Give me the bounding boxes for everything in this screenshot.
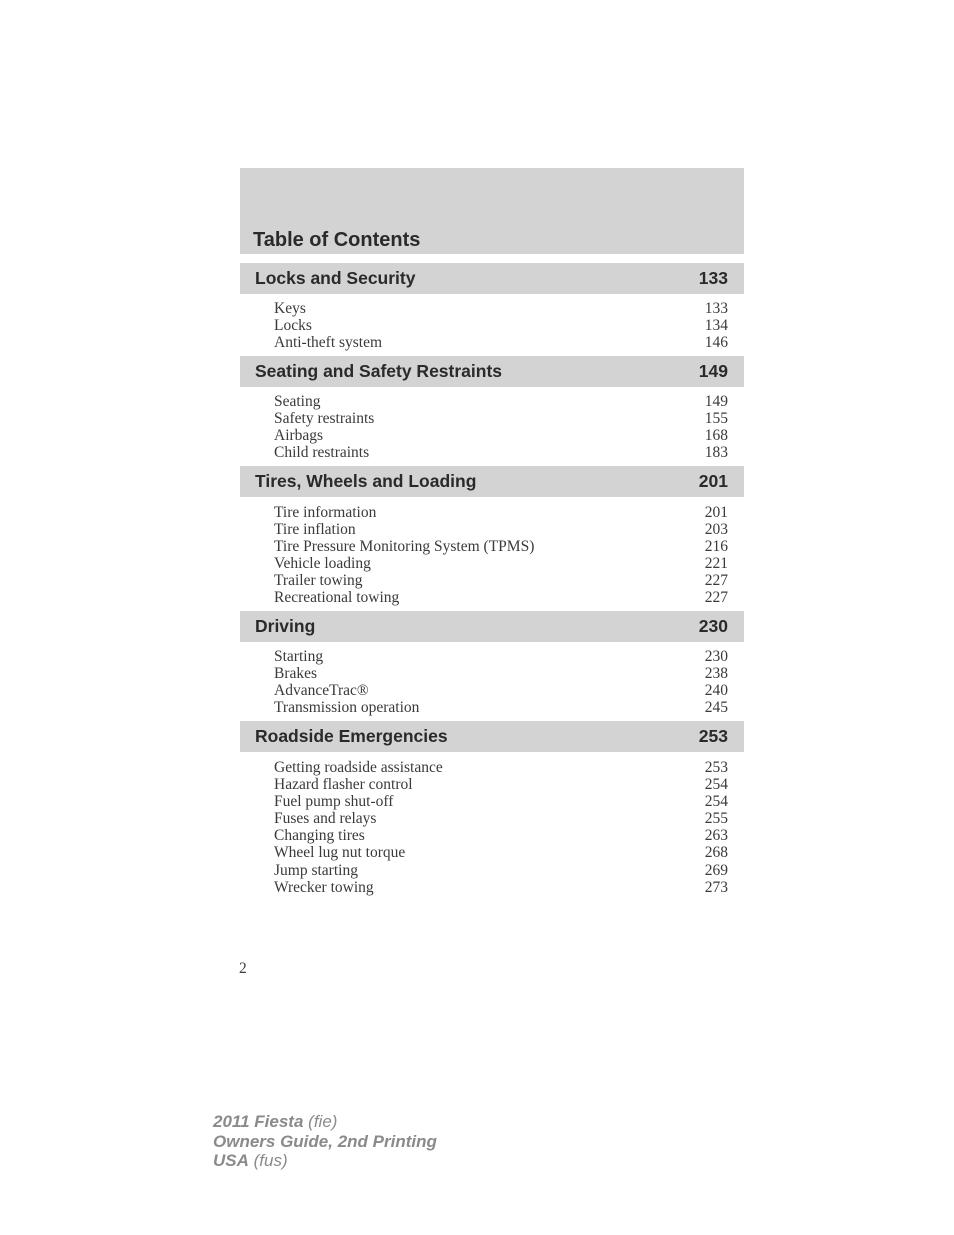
entry-page: 149 <box>704 393 728 410</box>
entry-label: Starting <box>274 648 324 665</box>
section-header-locks-and-security <box>240 263 744 294</box>
toc-header <box>240 168 744 254</box>
section-title: Locks and Security <box>255 268 416 288</box>
entry-page: 216 <box>704 538 728 556</box>
entry-label: Changing tires <box>274 827 365 845</box>
section-title: Driving <box>255 616 316 636</box>
toc-entry[interactable] <box>274 393 728 410</box>
section-page: 149 <box>698 361 728 381</box>
entry-label: Child restraints <box>274 444 370 462</box>
entry-page: 269 <box>704 861 728 879</box>
toc-entry[interactable] <box>274 862 728 879</box>
entry-label: Recreational towing <box>274 589 400 607</box>
entry-label: Tire information <box>274 504 377 521</box>
entry-page: 230 <box>704 648 728 665</box>
entry-label: Vehicle loading <box>274 555 371 573</box>
entry-label: Anti-theft system <box>274 334 383 352</box>
toc-entry[interactable] <box>274 555 728 572</box>
toc-entry[interactable] <box>274 538 728 555</box>
entry-page: 273 <box>704 878 728 896</box>
entry-page: 146 <box>704 334 728 352</box>
entry-list-tires-wheels-and-loading <box>274 504 728 607</box>
section-header-roadside-emergencies <box>240 721 744 752</box>
footer-line-1 <box>213 1112 437 1132</box>
footer-line-2 <box>213 1132 437 1152</box>
footer-model: 2011 Fiesta <box>213 1112 304 1131</box>
toc-entry[interactable] <box>274 589 728 606</box>
entry-label: Brakes <box>274 665 318 683</box>
entry-page: 263 <box>704 827 728 845</box>
section-title: Tires, Wheels and Loading <box>255 471 477 491</box>
entry-page: 238 <box>704 665 728 683</box>
section-title: Seating and Safety Restraints <box>255 361 503 381</box>
entry-page: 254 <box>704 793 728 811</box>
entry-page: 255 <box>704 810 728 828</box>
toc-entry[interactable] <box>274 410 728 427</box>
toc-entry[interactable] <box>274 504 728 521</box>
section-header-tires-wheels-and-loading <box>240 466 744 497</box>
entry-list-seating-and-safety-restraints <box>274 393 728 461</box>
toc-entry[interactable] <box>274 427 728 444</box>
entry-label: Fuses and relays <box>274 810 377 828</box>
entry-label: Tire inflation <box>274 521 356 539</box>
toc-entry[interactable] <box>274 793 728 810</box>
section-page: 230 <box>698 616 728 636</box>
footer-model-code: (fie) <box>308 1112 338 1131</box>
entry-label: Hazard flasher control <box>274 776 413 794</box>
toc-entry[interactable] <box>274 648 728 665</box>
entry-label: Trailer towing <box>274 572 363 590</box>
section-page: 253 <box>698 726 728 746</box>
section-page: 201 <box>698 471 728 491</box>
entry-page: 155 <box>704 410 728 428</box>
toc-entry[interactable] <box>274 699 728 716</box>
entry-label: Airbags <box>274 427 324 445</box>
toc-entry[interactable] <box>274 844 728 861</box>
toc-entry[interactable] <box>274 810 728 827</box>
entry-page: 227 <box>704 572 728 590</box>
toc-entry[interactable] <box>274 317 728 334</box>
section-title: Roadside Emergencies <box>255 726 448 746</box>
entry-list-locks-and-security <box>274 300 728 351</box>
entry-page: 253 <box>704 759 728 776</box>
section-header-seating-and-safety-restraints <box>240 356 744 387</box>
toc-entry[interactable] <box>274 334 728 351</box>
toc-entry[interactable] <box>274 682 728 699</box>
entry-label: Transmission operation <box>274 699 420 717</box>
entry-page: 133 <box>704 300 728 317</box>
toc-entry[interactable] <box>274 879 728 896</box>
entry-page: 134 <box>704 317 728 335</box>
entry-page: 245 <box>704 699 728 717</box>
entry-page: 227 <box>704 589 728 607</box>
entry-label: Safety restraints <box>274 410 375 428</box>
entry-list-driving <box>274 648 728 716</box>
section-header-driving <box>240 611 744 642</box>
footer-market: USA <box>213 1151 249 1170</box>
footer-guide: Owners Guide, 2nd Printing <box>213 1131 437 1151</box>
entry-page: 221 <box>704 555 728 573</box>
toc-entry[interactable] <box>274 776 728 793</box>
footer-line-3 <box>213 1151 437 1171</box>
page-number: 2 <box>239 960 247 977</box>
entry-label: Fuel pump shut-off <box>274 793 394 811</box>
page-title: Table of Contents <box>253 229 421 251</box>
entry-list-roadside-emergencies <box>274 759 728 896</box>
entry-label: Jump starting <box>274 861 358 879</box>
footer-market-code: (fus) <box>253 1151 288 1170</box>
toc-entry[interactable] <box>274 759 728 776</box>
toc-entry[interactable] <box>274 521 728 538</box>
entry-label: Tire Pressure Monitoring System (TPMS) <box>274 538 535 556</box>
toc-entry[interactable] <box>274 665 728 682</box>
toc-entry[interactable] <box>274 444 728 461</box>
entry-page: 201 <box>704 504 728 521</box>
entry-label: Wheel lug nut torque <box>274 844 406 862</box>
entry-label: Seating <box>274 393 321 410</box>
footer <box>213 1112 437 1171</box>
entry-label: Locks <box>274 317 312 335</box>
entry-label: Wrecker towing <box>274 878 374 896</box>
entry-page: 240 <box>704 682 728 700</box>
section-page: 133 <box>698 268 728 288</box>
entry-page: 254 <box>704 776 728 794</box>
toc-entry[interactable] <box>274 827 728 844</box>
entry-label: AdvanceTrac® <box>274 682 369 700</box>
entry-page: 168 <box>704 427 728 445</box>
entry-label: Keys <box>274 300 306 317</box>
entry-page: 203 <box>704 521 728 539</box>
entry-page: 268 <box>704 844 728 862</box>
toc-entry[interactable] <box>274 572 728 589</box>
toc-entry[interactable] <box>274 300 728 317</box>
entry-label: Getting roadside assistance <box>274 759 443 776</box>
entry-page: 183 <box>704 444 728 462</box>
